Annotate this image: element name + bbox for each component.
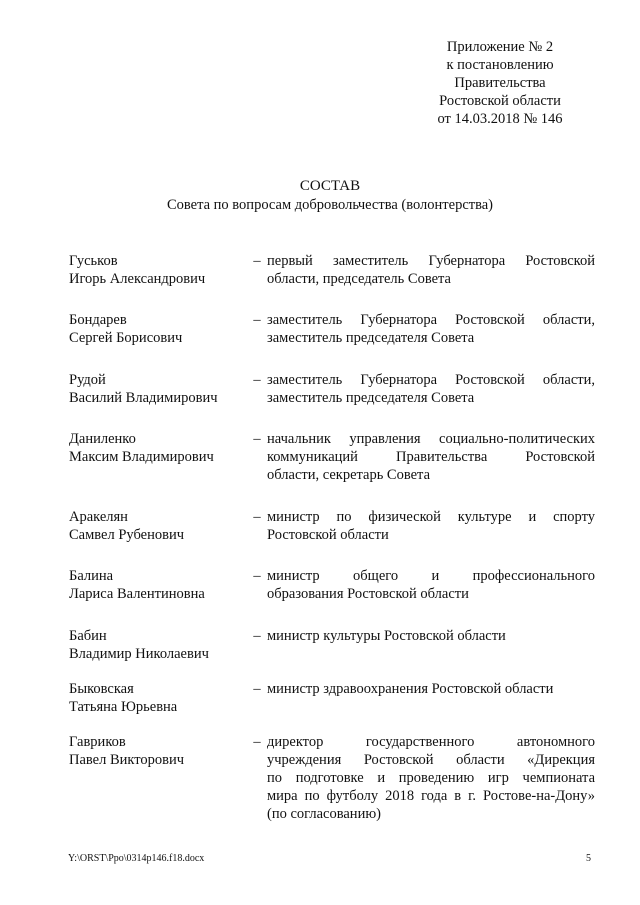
role-line: первый заместитель Губернатора Ростовской	[267, 253, 595, 269]
member-name	[69, 430, 249, 466]
member-surname: Даниленко	[69, 431, 136, 447]
member-name	[69, 680, 249, 716]
role-line: министр по физической культуре и спорту	[267, 509, 595, 525]
member-role	[267, 733, 595, 823]
appendix-line: Ростовской области	[439, 93, 561, 109]
role-line: заместитель Губернатора Ростовской области,	[267, 372, 595, 388]
member-surname: Балина	[69, 568, 114, 584]
member-name	[69, 567, 249, 603]
appendix-line: от 14.03.2018 № 146	[437, 111, 563, 127]
document-title: СОСТАВ	[299, 178, 361, 194]
dash-separator: –	[253, 253, 261, 269]
member-given-name: Павел Викторович	[69, 752, 185, 768]
role-line: области, секретарь Совета	[267, 467, 431, 483]
role-line: начальник управления социально-политических	[267, 431, 595, 447]
member-name	[69, 508, 249, 544]
member-surname: Гавриков	[69, 734, 126, 750]
member-given-name: Игорь Александрович	[69, 271, 206, 287]
member-given-name: Самвел Рубенович	[69, 527, 184, 543]
role-line: заместитель Губернатора Ростовской области,	[267, 312, 595, 328]
role-line: области, председатель Совета	[267, 271, 451, 287]
member-name	[69, 371, 249, 407]
role-line: образования Ростовской области	[267, 586, 469, 602]
member-given-name: Сергей Борисович	[69, 330, 183, 346]
dash-separator: –	[253, 734, 261, 750]
appendix-line: Приложение № 2	[446, 39, 554, 55]
member-surname: Гуськов	[69, 253, 118, 269]
role-line: заместитель председателя Совета	[267, 390, 475, 406]
role-line: по подготовке и проведению игр чемпионата	[267, 770, 595, 786]
role-line: учреждения Ростовской области «Дирекция	[267, 752, 595, 768]
page-number: 5	[586, 853, 591, 864]
member-role	[267, 371, 595, 407]
appendix-line: Правительства	[454, 75, 546, 91]
member-given-name: Лариса Валентиновна	[69, 586, 205, 602]
dash-separator: –	[253, 568, 261, 584]
dash-separator: –	[253, 509, 261, 525]
document-subtitle: Совета по вопросам добровольчества (волонтерства)	[166, 197, 494, 213]
footer-file-path: Y:\ORST\Ppo\0314p146.f18.docx	[68, 853, 205, 864]
appendix-header	[400, 38, 600, 128]
dash-separator: –	[253, 372, 261, 388]
dash-separator: –	[253, 628, 261, 644]
role-line: директор государственного автономного	[267, 734, 595, 750]
member-given-name: Василий Владимирович	[69, 390, 218, 406]
member-given-name: Максим Владимирович	[69, 449, 214, 465]
member-role	[267, 508, 595, 544]
dash-separator: –	[253, 431, 261, 447]
role-line: (по согласованию)	[267, 806, 381, 822]
member-surname: Аракелян	[69, 509, 128, 525]
member-role	[267, 627, 595, 645]
member-surname: Быковская	[69, 681, 134, 697]
role-line: министр культуры Ростовской области	[267, 628, 506, 644]
member-given-name: Владимир Николаевич	[69, 646, 209, 662]
member-given-name: Татьяна Юрьевна	[69, 699, 178, 715]
member-role	[267, 430, 595, 484]
member-role	[267, 680, 595, 698]
member-role	[267, 252, 595, 288]
member-name	[69, 627, 249, 663]
member-name	[69, 311, 249, 347]
role-line: министр здравоохранения Ростовской области	[267, 681, 554, 697]
dash-separator: –	[253, 312, 261, 328]
member-role	[267, 311, 595, 347]
member-surname: Рудой	[69, 372, 106, 388]
member-surname: Бабин	[69, 628, 107, 644]
member-role	[267, 567, 595, 603]
role-line: министр общего и профессионального	[267, 568, 595, 584]
member-name	[69, 733, 249, 769]
role-line: заместитель председателя Совета	[267, 330, 475, 346]
member-name	[69, 252, 249, 288]
member-surname: Бондарев	[69, 312, 127, 328]
role-line: Ростовской области	[267, 527, 389, 543]
dash-separator: –	[253, 681, 261, 697]
role-line: мира по футболу 2018 года в г. Ростове-на-Дону»	[267, 788, 595, 804]
role-line: коммуникаций Правительства Ростовской	[267, 449, 595, 465]
appendix-line: к постановлению	[446, 57, 554, 73]
